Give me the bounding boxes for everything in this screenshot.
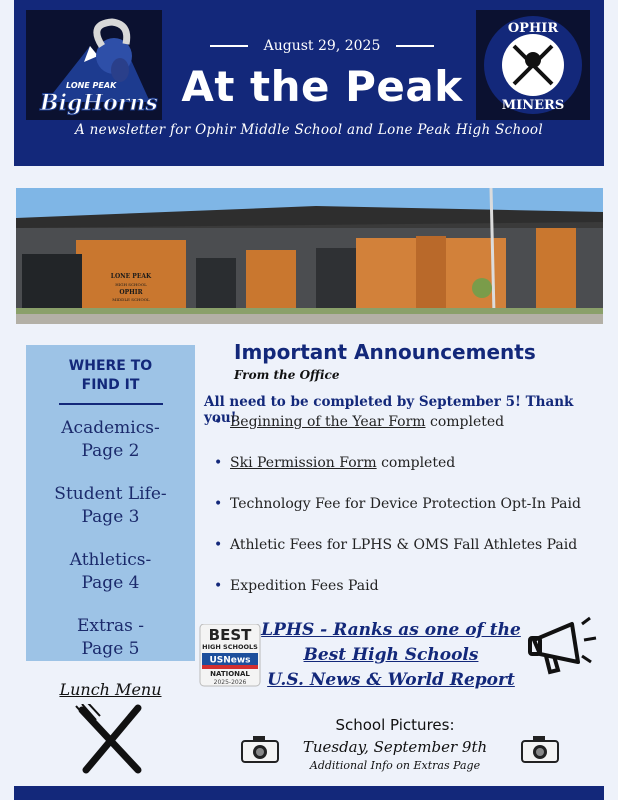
sidebar-divider (59, 403, 163, 405)
camera-icon (521, 734, 559, 764)
sidebar-item-extras[interactable]: Extras - Page 5 (77, 616, 144, 659)
sign-line-2: HIGH SCHOOL (115, 282, 147, 287)
beginning-of-year-form-link[interactable]: Beginning of the Year Form (230, 414, 426, 430)
list-item-text: completed (425, 414, 505, 430)
list-item (214, 576, 606, 617)
school-pictures-info (270, 714, 520, 774)
announcements-list (214, 412, 606, 617)
lunch-menu-link[interactable]: Lunch Menu (59, 680, 162, 699)
ranking-line-1[interactable]: LPHS - Ranks as one of the (261, 620, 521, 640)
ophir-miners-logo (476, 10, 590, 120)
date-rule-right (396, 45, 434, 47)
list-item-text: completed (376, 455, 456, 471)
sidebar-item-academics[interactable]: Academics- Page 2 (61, 418, 160, 461)
list-item (214, 535, 606, 576)
sidebar-item-student-life[interactable]: Student Life- Page 3 (54, 484, 167, 527)
badge-brand: USNews (209, 655, 251, 666)
pictures-note: Additional Info on Extras Page (309, 759, 481, 772)
newsletter-title: At the Peak (181, 62, 463, 111)
ski-permission-form-link[interactable]: Ski Permission Form (230, 455, 377, 471)
sign-line-4: MIDDLE SCHOOL (112, 297, 150, 302)
list-item-text: Expedition Fees Paid (230, 578, 379, 594)
badge-years: 2025-2026 (213, 679, 247, 686)
list-item (214, 412, 606, 453)
pictures-heading: School Pictures: (335, 716, 455, 734)
bighorns-logo (26, 10, 162, 120)
list-item-text: Technology Fee for Device Protection Opt-In Paid (230, 496, 581, 512)
badge-national: NATIONAL (210, 670, 250, 678)
badge-high-schools: HIGH SCHOOLS (202, 643, 258, 651)
newsletter-subtitle: A newsletter for Ophir Middle School and Lone Peak High School (75, 122, 543, 138)
newsletter-header (14, 0, 604, 166)
ranking-line-3[interactable]: U.S. News & World Report (267, 670, 515, 690)
list-item-text: Athletic Fees for LPHS & OMS Fall Athletes Paid (230, 537, 578, 553)
issue-date (174, 38, 470, 54)
megaphone-icon (528, 614, 598, 678)
ranking-line-2[interactable]: Best High Schools (303, 645, 479, 665)
list-item (214, 453, 606, 494)
badge-best: BEST (208, 626, 252, 644)
logo-ophir-text: OPHIR (507, 21, 559, 36)
list-item (214, 494, 606, 535)
school-building-photo (16, 188, 603, 324)
where-to-find-it-panel (26, 345, 195, 661)
date-rule-left (210, 45, 248, 47)
announcements-subtitle: From the Office (234, 368, 340, 382)
sign-line-1: LONE PEAK (110, 273, 152, 280)
pictures-date: Tuesday, September 9th (302, 738, 488, 756)
fork-knife-icon (72, 704, 148, 774)
sidebar-item-athletics[interactable]: Athletics- Page 4 (69, 550, 152, 593)
footer-bar (14, 786, 604, 800)
announcements-title: Important Announcements (234, 340, 536, 364)
logo-miners-text: MINERS (501, 98, 565, 113)
ranking-announcement[interactable] (250, 618, 532, 693)
sign-line-3: OPHIR (119, 289, 143, 296)
logo-lone-peak-text: LONE PEAK (66, 81, 117, 90)
deadline-note: All need to be completed by September 5! Thank you! (204, 394, 574, 426)
logo-bighorns-text: BigHorns (40, 90, 158, 116)
date-text: August 29, 2025 (263, 38, 381, 54)
sidebar-heading: WHERE TO FIND IT (68, 358, 153, 393)
